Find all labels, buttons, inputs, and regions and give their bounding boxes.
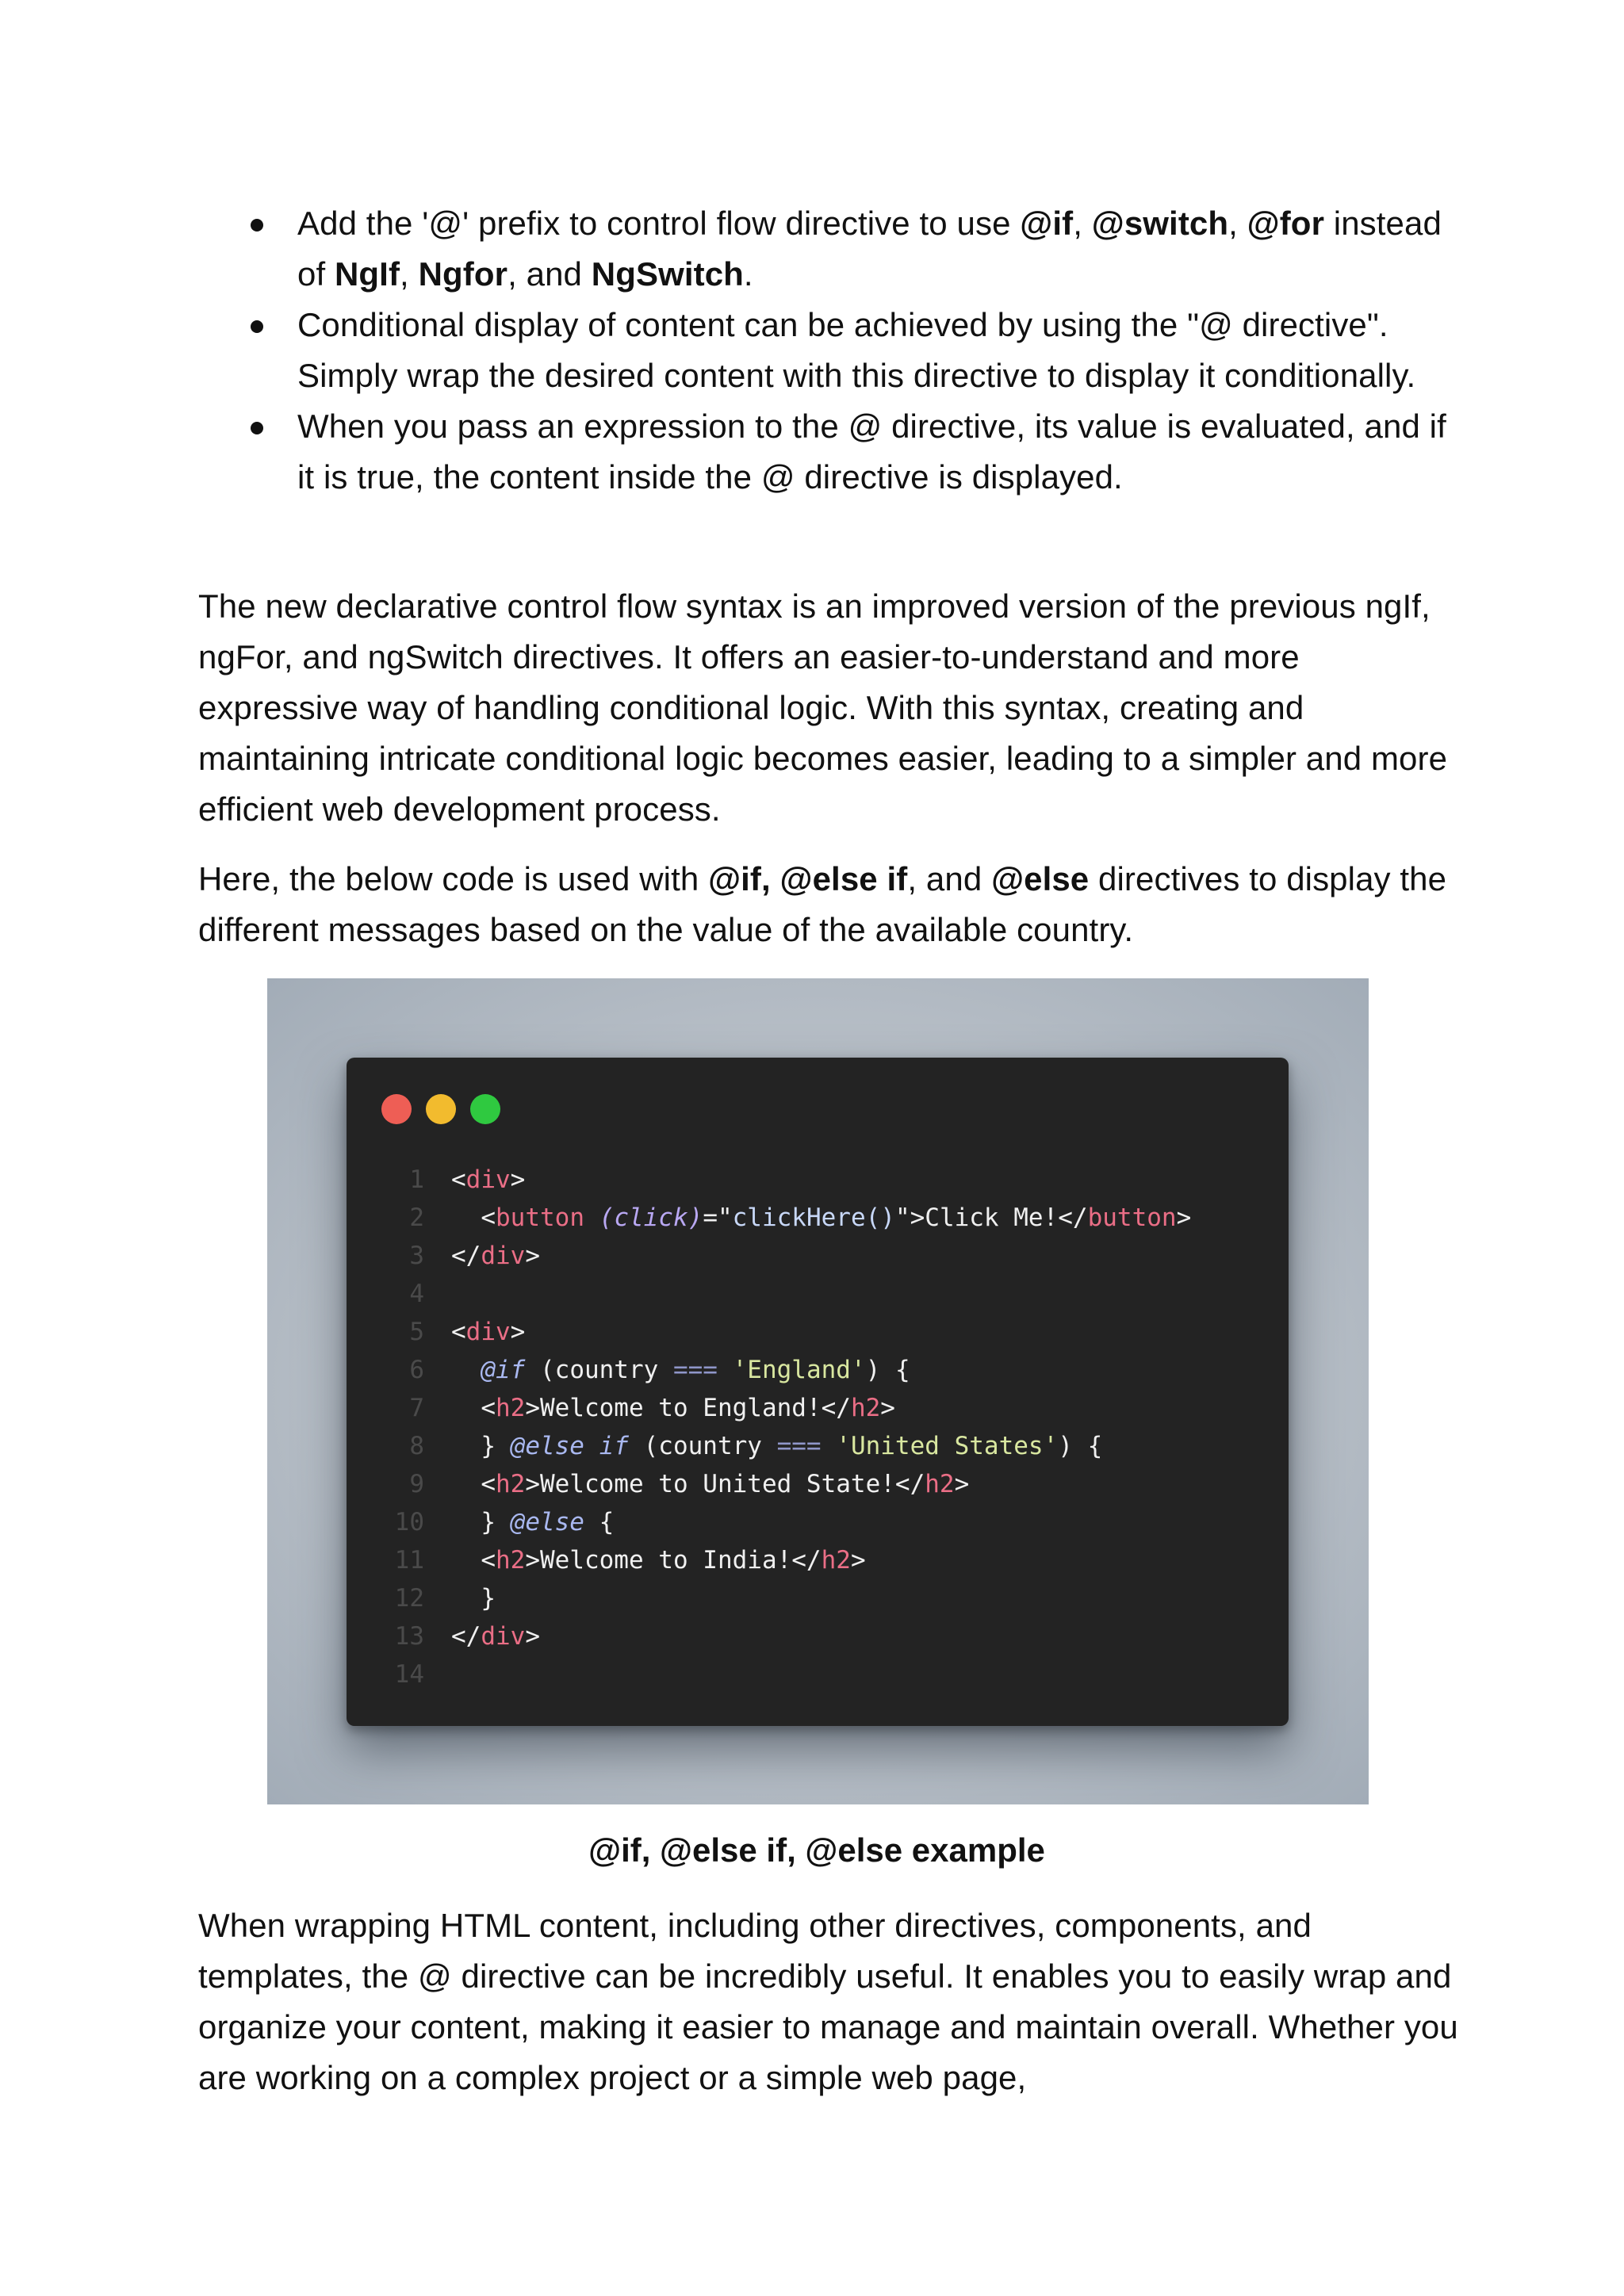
- code-line: [347, 1655, 1289, 1693]
- code-token: (click): [599, 1203, 703, 1232]
- code-token: <: [451, 1318, 466, 1346]
- text-run: Conditional display of content can be achieved by using the "@ directive". Simply wrap the desired content with this directive to display it conditionally.: [297, 306, 1416, 394]
- bold-text: NgSwitch: [591, 255, 744, 293]
- line-number: 13: [394, 1622, 424, 1651]
- bullet-item: [198, 198, 1451, 300]
- text-run: ,: [400, 255, 419, 293]
- code-token: button: [496, 1203, 584, 1232]
- code-token: ">Click Me!</: [894, 1203, 1088, 1232]
- code-token: =": [703, 1203, 733, 1232]
- code-token: [822, 1432, 837, 1460]
- code-token: </: [451, 1242, 481, 1270]
- text-run: When you pass an expression to the @ directive, its value is evaluated, and if it is true, the content inside the @ directive is displayed.: [297, 408, 1446, 496]
- window-controls: [381, 1094, 500, 1124]
- text-run: , and: [907, 860, 992, 897]
- line-number: 12: [394, 1584, 424, 1613]
- line-number: 7: [409, 1394, 424, 1422]
- code-line: [347, 1389, 1289, 1427]
- code-token: >: [525, 1622, 540, 1651]
- code-token: >: [880, 1394, 895, 1422]
- code-token: >Welcome to England!</: [525, 1394, 851, 1422]
- line-number: 8: [409, 1432, 424, 1460]
- code-line: [347, 1275, 1289, 1313]
- text-run: .: [743, 255, 753, 293]
- code-editor-window: [347, 1058, 1289, 1726]
- text-run: directives to display the different messages based on the value of the available country.: [198, 860, 1447, 948]
- code-screenshot-figure: [267, 978, 1369, 1804]
- code-token: div: [481, 1242, 526, 1270]
- bullet-dot-icon: [251, 320, 263, 333]
- code-token: {: [584, 1508, 615, 1536]
- code-token: <: [451, 1394, 496, 1422]
- code-token: >: [510, 1318, 526, 1346]
- line-number: 5: [409, 1318, 424, 1346]
- code-token: div: [481, 1622, 526, 1651]
- code-token: </: [451, 1622, 481, 1651]
- code-token: >: [850, 1546, 866, 1575]
- code-line: [347, 1465, 1289, 1503]
- code-token: }: [451, 1508, 511, 1536]
- code-token: clickHere(): [732, 1203, 895, 1232]
- text-run: instead of: [297, 205, 1442, 293]
- code-token: button: [1087, 1203, 1177, 1232]
- code-token: h2: [850, 1394, 881, 1422]
- code-token: <: [451, 1203, 496, 1232]
- code-line: [347, 1313, 1289, 1351]
- code-token: >: [1176, 1203, 1192, 1232]
- line-number: 6: [409, 1356, 424, 1384]
- code-token: >Welcome to United State!</: [525, 1470, 925, 1498]
- code-token: >: [525, 1242, 540, 1270]
- code-token: h2: [821, 1546, 851, 1575]
- code-block: [347, 1161, 1289, 1693]
- close-dot-icon: [381, 1094, 412, 1124]
- code-token: div: [465, 1165, 511, 1194]
- bold-text: Ngfor: [418, 255, 508, 293]
- code-token: ===: [672, 1356, 718, 1384]
- code-line: [347, 1351, 1289, 1389]
- code-token: ) {: [1058, 1432, 1103, 1460]
- line-number: 11: [394, 1546, 424, 1575]
- bold-text: @for: [1247, 205, 1325, 242]
- bold-text: @if: [1020, 205, 1074, 242]
- line-number: 10: [394, 1508, 424, 1536]
- code-token: (country: [628, 1432, 777, 1460]
- code-token: >: [954, 1470, 970, 1498]
- bullet-item: [198, 401, 1451, 503]
- code-token: <: [451, 1165, 466, 1194]
- line-number: 14: [394, 1660, 424, 1689]
- code-token: }: [451, 1584, 496, 1613]
- code-token: h2: [496, 1394, 526, 1422]
- minimize-dot-icon: [426, 1094, 456, 1124]
- code-token: h2: [496, 1470, 526, 1498]
- code-token: }: [451, 1432, 511, 1460]
- code-token: [584, 1203, 599, 1232]
- code-line: [347, 1503, 1289, 1541]
- code-token: >Welcome to India!</: [525, 1546, 822, 1575]
- text-run: Add the '@' prefix to control flow directive to use: [297, 205, 1021, 242]
- code-token: h2: [925, 1470, 955, 1498]
- code-token: <: [451, 1546, 496, 1575]
- bold-text: @if, @else if: [708, 860, 908, 897]
- code-token: 'England': [732, 1356, 866, 1384]
- bullet-item: [198, 300, 1451, 401]
- code-token: <: [451, 1470, 496, 1498]
- bold-text: @switch: [1091, 205, 1229, 242]
- figure-caption: @if, @else if, @else example: [588, 1831, 1045, 1869]
- text-run: ,: [1228, 205, 1247, 242]
- line-number: 1: [409, 1165, 424, 1194]
- code-token: (country: [525, 1356, 673, 1384]
- code-token: >: [510, 1165, 526, 1194]
- code-token: ===: [776, 1432, 822, 1460]
- bold-text: NgIf: [335, 255, 400, 293]
- text-run: ,: [1073, 205, 1092, 242]
- bold-text: @else: [991, 860, 1090, 897]
- paragraph-control-flow: The new declarative control flow syntax is an improved version of the previous ngIf, ngFor, and ngSwitch directives. It offers an easier-to-understand and more expressive way of handling conditional logic. With this syntax, creating and maintaining intricate conditional logic becomes easier, leading to a simpler and more efficient web development process.: [198, 587, 1448, 828]
- code-token: 'United States': [836, 1432, 1059, 1460]
- code-line: [347, 1579, 1289, 1617]
- line-number: 4: [409, 1280, 424, 1308]
- line-number: 2: [409, 1203, 424, 1232]
- code-token: div: [465, 1318, 511, 1346]
- code-token: @else: [510, 1508, 584, 1536]
- bullet-dot-icon: [251, 422, 263, 434]
- paragraph-wrapping: When wrapping HTML content, including other directives, components, and templates, the @ directive can be incredibly useful. It enables you to easily wrap and organize your content, making it easier to manage and maintain overall. Whether you are working on a complex project or a simple web page,: [198, 1907, 1458, 2096]
- code-line: [347, 1427, 1289, 1465]
- text-run: , and: [508, 255, 592, 293]
- code-line: [347, 1237, 1289, 1275]
- paragraph-example-intro: [198, 854, 1467, 955]
- code-token: @if: [481, 1356, 526, 1384]
- text-run: Here, the below code is used with: [198, 860, 709, 897]
- code-line: [347, 1199, 1289, 1237]
- code-token: h2: [496, 1546, 526, 1575]
- bullet-list: [198, 198, 1451, 503]
- code-line: [347, 1541, 1289, 1579]
- code-token: [718, 1356, 733, 1384]
- code-line: [347, 1617, 1289, 1655]
- code-token: @else if: [510, 1432, 629, 1460]
- code-line: [347, 1161, 1289, 1199]
- line-number: 3: [409, 1242, 424, 1270]
- line-number: 9: [409, 1470, 424, 1498]
- code-token: ) {: [865, 1356, 910, 1384]
- bullet-dot-icon: [251, 219, 263, 232]
- maximize-dot-icon: [470, 1094, 500, 1124]
- code-token: [451, 1356, 481, 1384]
